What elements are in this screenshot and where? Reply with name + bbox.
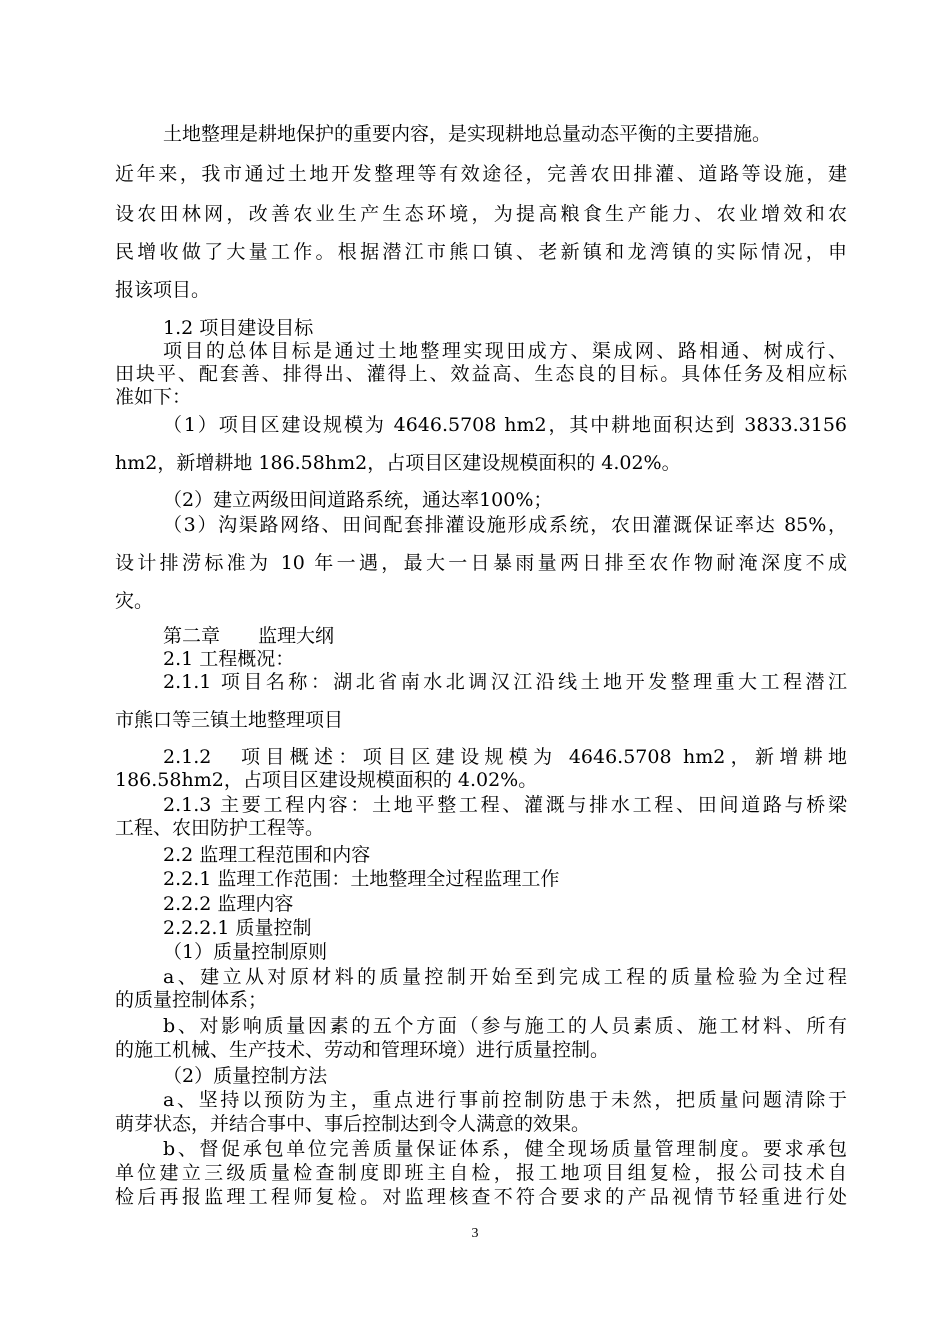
- text-line: a、坚持以预防为主，重点进行事前控制防患于未然，把质量问题清除于: [163, 1089, 847, 1111]
- text-line: 2.1.1 项目名称：湖北省南水北调汉江沿线土地开发整理重大工程潜江: [163, 671, 847, 693]
- page-number: 3: [471, 1226, 479, 1241]
- text-line: 检后再报监理工程师复检。对监理核查不符合要求的产品视情节轻重进行处: [115, 1186, 847, 1208]
- text-line: 田块平、配套善、排得出、灌得上、效益高、生态良的目标。具体任务及相应标: [115, 363, 847, 385]
- text-line: （1）项目区建设规模为 4646.5708 hm2，其中耕地面积达到 3833.3156: [163, 414, 847, 436]
- text-line: 设农田林网，改善农业生产生态环境，为提高粮食生产能力、农业增效和农: [115, 203, 847, 225]
- text-line: 报该项目。: [115, 279, 211, 301]
- text-line: 市熊口等三镇土地整理项目: [115, 709, 344, 731]
- section-heading: 2.2 监理工程范围和内容: [163, 844, 371, 866]
- section-heading: 2.1 工程概况：: [163, 648, 295, 670]
- text-line: 土地整理是耕地保护的重要内容，是实现耕地总量动态平衡的主要措施。: [163, 123, 772, 145]
- text-line: 186.58hm2，占项目区建设规模面积的 4.02%。: [115, 769, 538, 791]
- text-line: （1）质量控制原则: [163, 941, 328, 963]
- text-line: 单位建立三级质量检查制度即班主自检，报工地项目组复检，报公司技术自: [115, 1162, 847, 1184]
- text-line: 近年来，我市通过土地开发整理等有效途径，完善农田排灌、道路等设施，建: [115, 163, 847, 185]
- text-line: 的质量控制体系；: [115, 989, 268, 1011]
- text-line: （2）建立两级田间道路系统，通达率100%；: [163, 489, 553, 511]
- text-line: b、对影响质量因素的五个方面（参与施工的人员素质、施工材料、所有: [163, 1015, 847, 1037]
- text-line: 项目的总体目标是通过土地整理实现田成方、渠成网、路相通、树成行、: [163, 340, 847, 362]
- text-line: 2.1.3 主要工程内容：土地平整工程、灌溉与排水工程、田间道路与桥梁: [163, 794, 847, 816]
- text-line: hm2，新增耕地 186.58hm2，占项目区建设规模面积的 4.02%。: [115, 452, 681, 474]
- text-line: 民增收做了大量工作。根据潜江市熊口镇、老新镇和龙湾镇的实际情况，申: [115, 241, 847, 263]
- text-line: a、建立从对原材料的质量控制开始至到完成工程的质量检验为全过程: [163, 966, 847, 988]
- section-heading: 2.2.2.1 质量控制: [163, 917, 312, 939]
- chapter-heading: 第二章 监理大纲: [163, 625, 335, 647]
- text-line: 2.2.1 监理工作范围：土地整理全过程监理工作: [163, 868, 560, 890]
- section-heading: 1.2 项目建设目标: [163, 317, 314, 339]
- text-line: 灾。: [115, 590, 154, 612]
- text-line: 2.1.2 项目概述：项目区建设规模为 4646.5708 hm2，新增耕地: [163, 746, 847, 768]
- text-line: 设计排涝标准为 10 年一遇，最大一日暴雨量两日排至农作物耐淹深度不成: [115, 552, 847, 574]
- section-heading: 2.2.2 监理内容: [163, 893, 294, 915]
- text-line: 萌芽状态，并结合事中、事后控制达到令人满意的效果。: [115, 1113, 591, 1135]
- text-line: b、督促承包单位完善质量保证体系，健全现场质量管理制度。要求承包: [163, 1138, 847, 1160]
- text-line: 准如下：: [115, 386, 192, 408]
- text-line: （3）沟渠路网络、田间配套排灌设施形成系统，农田灌溉保证率达 85%，: [163, 514, 847, 536]
- text-line: （2）质量控制方法: [163, 1065, 328, 1087]
- text-line: 的施工机械、生产技术、劳动和管理环境）进行质量控制。: [115, 1039, 610, 1061]
- text-line: 工程、农田防护工程等。: [115, 817, 325, 839]
